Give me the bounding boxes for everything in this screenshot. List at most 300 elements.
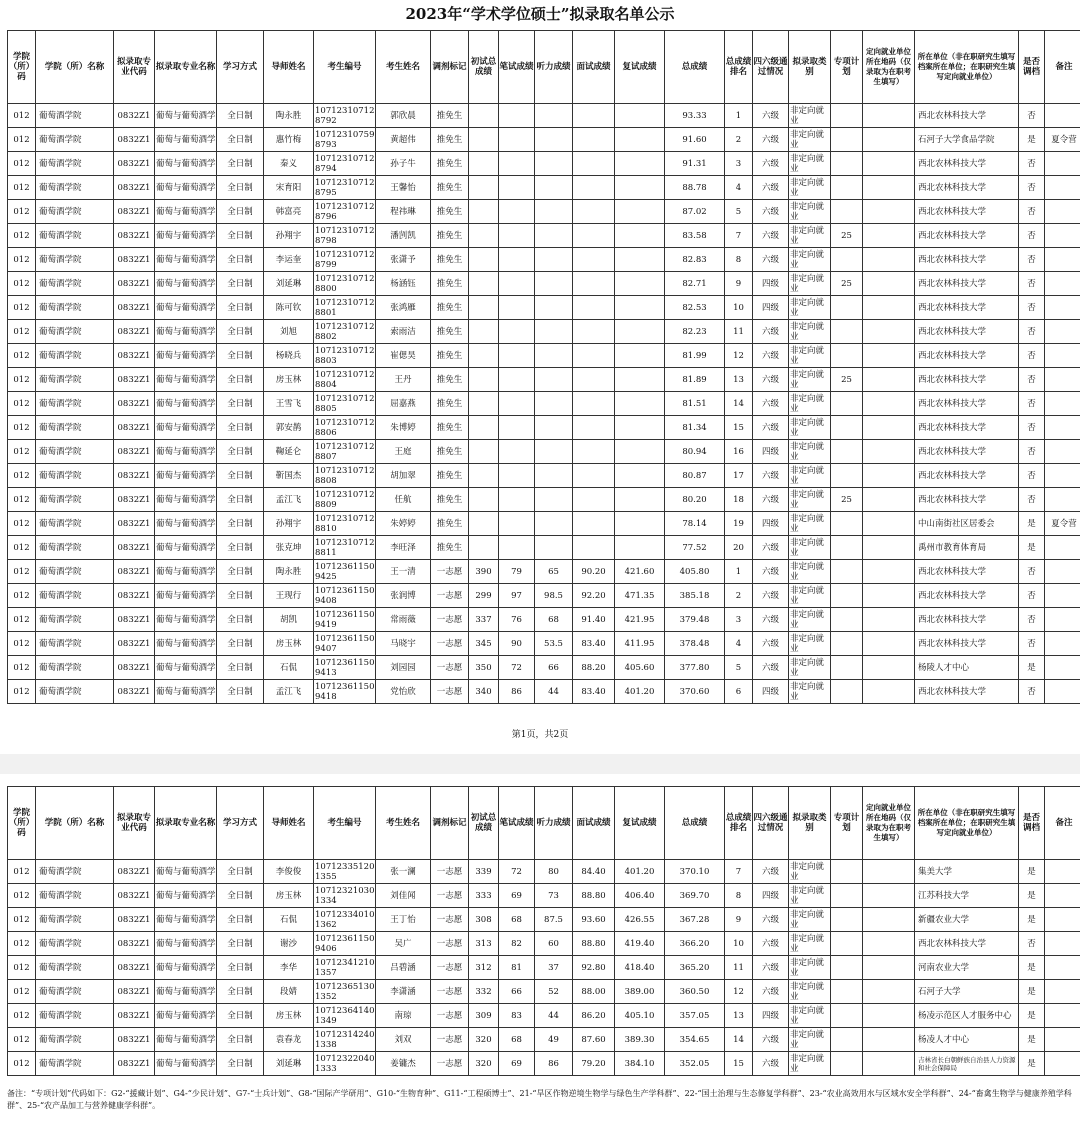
- table-cell: 012: [8, 884, 36, 908]
- table-body: [8, 104, 1080, 704]
- table-cell: 西北农林科技大学: [915, 320, 1019, 344]
- table-cell: 012: [8, 248, 36, 272]
- table-cell: [615, 128, 665, 152]
- table-cell: 中山南街社区居委会: [915, 512, 1019, 536]
- table-cell: 六级: [753, 248, 789, 272]
- table-cell: 六级: [753, 536, 789, 560]
- table-cell: 西北农林科技大学: [915, 368, 1019, 392]
- table-cell: [1045, 584, 1080, 608]
- table-row: [8, 440, 1080, 464]
- table-cell: [831, 248, 863, 272]
- table-cell: 405.60: [615, 656, 665, 680]
- table-cell: [1045, 860, 1080, 884]
- table-cell: 杨陵人才中心: [915, 656, 1019, 680]
- table-header-row: [8, 31, 1080, 104]
- table-cell: 0832Z1: [114, 368, 155, 392]
- table-cell: [535, 296, 573, 320]
- table-cell: 六级: [753, 1052, 789, 1076]
- table-cell: [499, 368, 535, 392]
- table-cell: [863, 248, 915, 272]
- table-cell: 葡萄酒学院: [36, 632, 114, 656]
- table-cell: [831, 956, 863, 980]
- table-cell: 9: [725, 908, 753, 932]
- table-cell: [535, 392, 573, 416]
- table-cell: 72: [499, 860, 535, 884]
- table-cell: 葡萄酒学院: [36, 416, 114, 440]
- table-cell: 0832Z1: [114, 584, 155, 608]
- table-cell: [573, 320, 615, 344]
- table-cell: 石侃: [264, 656, 314, 680]
- table-cell: 全日制: [217, 368, 264, 392]
- table-cell: [1045, 272, 1080, 296]
- table-cell: [535, 176, 573, 200]
- table-cell: [469, 440, 499, 464]
- table-cell: 六级: [753, 860, 789, 884]
- table-cell: 0832Z1: [114, 680, 155, 704]
- table-cell: [535, 344, 573, 368]
- table-cell: [831, 560, 863, 584]
- table-cell: 340: [469, 680, 499, 704]
- table-cell: [499, 344, 535, 368]
- table-cell: 葡萄酒学院: [36, 464, 114, 488]
- table-cell: [535, 200, 573, 224]
- table-cell: 17: [725, 464, 753, 488]
- table-cell: 非定向就业: [789, 1052, 831, 1076]
- table-cell: 非定向就业: [789, 152, 831, 176]
- table-cell: 葡萄与葡萄酒学: [155, 608, 217, 632]
- table-cell: [863, 464, 915, 488]
- table-cell: 0832Z1: [114, 344, 155, 368]
- table-cell: 471.35: [615, 584, 665, 608]
- table-cell: 西北农林科技大学: [915, 272, 1019, 296]
- column-header: 四六级通过情况: [753, 787, 789, 860]
- table-cell: 107123107128808: [315, 465, 375, 486]
- table-cell: 88.20: [573, 656, 615, 680]
- table-row: [8, 152, 1080, 176]
- table-cell: 全日制: [217, 908, 264, 932]
- table-cell: 六级: [753, 368, 789, 392]
- table-cell: [469, 368, 499, 392]
- table-cell: [499, 200, 535, 224]
- table-cell: 房玉林: [264, 632, 314, 656]
- table-cell: 79: [499, 560, 535, 584]
- table-cell: 82.53: [665, 296, 725, 320]
- table-cell: 西北农林科技大学: [915, 464, 1019, 488]
- table-cell: 65: [535, 560, 573, 584]
- table-cell: 胡凯: [264, 608, 314, 632]
- table-cell: [863, 440, 915, 464]
- table-cell: 否: [1019, 464, 1045, 488]
- table-cell: [499, 296, 535, 320]
- table-cell: 否: [1019, 560, 1045, 584]
- table-cell: 推免生: [431, 176, 469, 200]
- table-cell: [615, 440, 665, 464]
- table-cell: 012: [8, 536, 36, 560]
- table-cell: 308: [469, 908, 499, 932]
- table-cell: 常雨薇: [376, 608, 431, 632]
- table-cell: 107123107128794: [315, 153, 375, 174]
- table-cell: 012: [8, 392, 36, 416]
- column-header: 学习方式: [217, 787, 264, 860]
- table-cell: 夏令营: [1045, 512, 1080, 536]
- column-header: 专项计划: [831, 31, 863, 104]
- column-header: 总成绩: [665, 31, 725, 104]
- table-cell: [469, 152, 499, 176]
- table-row: [8, 248, 1080, 272]
- table-cell: 全日制: [217, 392, 264, 416]
- table-cell: [573, 176, 615, 200]
- table-cell: 推免生: [431, 224, 469, 248]
- table-cell: 107123611509408: [315, 585, 375, 606]
- table-cell: 葡萄酒学院: [36, 932, 114, 956]
- table-cell: 李俊俊: [264, 860, 314, 884]
- table-cell: 370.10: [665, 860, 725, 884]
- table-cell: 107123641401349: [315, 1005, 375, 1026]
- table-cell: 西北农林科技大学: [915, 440, 1019, 464]
- table-cell: 20: [725, 536, 753, 560]
- table-cell: [863, 884, 915, 908]
- table-cell: [573, 488, 615, 512]
- table-cell: 107123611509407: [315, 633, 375, 654]
- table-cell: 葡萄酒学院: [36, 392, 114, 416]
- table-cell: 否: [1019, 104, 1045, 128]
- table-cell: [469, 296, 499, 320]
- table-cell: 否: [1019, 152, 1045, 176]
- table-cell: [615, 152, 665, 176]
- table-cell: 四级: [753, 440, 789, 464]
- table-cell: [535, 272, 573, 296]
- table-cell: 否: [1019, 272, 1045, 296]
- table-cell: 四级: [753, 680, 789, 704]
- column-header: 听力成绩: [535, 787, 573, 860]
- table-cell: 8: [725, 248, 753, 272]
- table-cell: 全日制: [217, 1028, 264, 1052]
- table-cell: 是: [1019, 860, 1045, 884]
- table-cell: [615, 296, 665, 320]
- table-cell: 332: [469, 980, 499, 1004]
- column-header: 学院（所）码: [8, 787, 36, 860]
- table-cell: 陶永胜: [264, 560, 314, 584]
- table-cell: 西北农林科技大学: [915, 224, 1019, 248]
- table-cell: 葡萄与葡萄酒学: [155, 344, 217, 368]
- table-cell: [469, 272, 499, 296]
- table-cell: [831, 656, 863, 680]
- table-cell: 107123107128800: [315, 273, 375, 294]
- table-cell: 0832Z1: [114, 608, 155, 632]
- table-cell: 西北农林科技大学: [915, 296, 1019, 320]
- table-cell: 六级: [753, 656, 789, 680]
- table-cell: 012: [8, 680, 36, 704]
- table-cell: [573, 512, 615, 536]
- column-header: 专项计划: [831, 787, 863, 860]
- table-cell: 012: [8, 224, 36, 248]
- column-header: 学院（所）码: [8, 31, 36, 104]
- table-cell: 93.60: [573, 908, 615, 932]
- table-cell: 107123107128809: [315, 489, 375, 510]
- column-header: 所在单位（非在职研究生填写档案所在单位；在职研究生填写定向就业单位）: [915, 31, 1019, 104]
- table-cell: [863, 584, 915, 608]
- table-cell: [831, 536, 863, 560]
- table-cell: 葡萄与葡萄酒学: [155, 128, 217, 152]
- table-cell: 非定向就业: [789, 320, 831, 344]
- table-cell: [573, 224, 615, 248]
- table-cell: 012: [8, 344, 36, 368]
- table-cell: [573, 368, 615, 392]
- table-cell: 401.20: [615, 680, 665, 704]
- table-row: [8, 656, 1080, 680]
- table-cell: 推免生: [431, 344, 469, 368]
- table-header-row: [8, 787, 1080, 860]
- table-cell: 葡萄与葡萄酒学: [155, 224, 217, 248]
- table-cell: 推免生: [431, 536, 469, 560]
- table-cell: 否: [1019, 248, 1045, 272]
- table-cell: 7: [725, 860, 753, 884]
- table-cell: 段婧: [264, 980, 314, 1004]
- table-cell: 全日制: [217, 884, 264, 908]
- table-cell: 西北农林科技大学: [915, 932, 1019, 956]
- table-cell: 王丹: [376, 368, 431, 392]
- table-cell: 推免生: [431, 320, 469, 344]
- table-cell: 0832Z1: [114, 1052, 155, 1076]
- table-cell: [469, 320, 499, 344]
- table-cell: 全日制: [217, 248, 264, 272]
- table-cell: [615, 176, 665, 200]
- table-cell: [469, 392, 499, 416]
- table-cell: 72: [499, 656, 535, 680]
- table-cell: [615, 536, 665, 560]
- table-cell: 葡萄与葡萄酒学: [155, 584, 217, 608]
- table-cell: 否: [1019, 584, 1045, 608]
- table-cell: 否: [1019, 368, 1045, 392]
- table-cell: 12: [725, 344, 753, 368]
- table-cell: [831, 1028, 863, 1052]
- table-row: [8, 884, 1080, 908]
- table-cell: 全日制: [217, 440, 264, 464]
- table-cell: 012: [8, 440, 36, 464]
- table-cell: [499, 440, 535, 464]
- table-cell: 葡萄酒学院: [36, 1028, 114, 1052]
- table-cell: 葡萄与葡萄酒学: [155, 200, 217, 224]
- table-cell: 非定向就业: [789, 488, 831, 512]
- table-cell: 葡萄酒学院: [36, 368, 114, 392]
- column-header: 总成绩排名: [725, 787, 753, 860]
- table-cell: 六级: [753, 488, 789, 512]
- table-cell: 杨晓兵: [264, 344, 314, 368]
- table-cell: 390: [469, 560, 499, 584]
- table-cell: 384.10: [615, 1052, 665, 1076]
- table-body: [8, 860, 1080, 1076]
- table-cell: 全日制: [217, 680, 264, 704]
- column-header: 考生姓名: [376, 31, 431, 104]
- table-cell: [863, 200, 915, 224]
- table-cell: 421.60: [615, 560, 665, 584]
- table-cell: 1: [725, 560, 753, 584]
- table-cell: 李华: [264, 956, 314, 980]
- table-cell: 非定向就业: [789, 272, 831, 296]
- table-cell: [831, 176, 863, 200]
- table-cell: 一志愿: [431, 932, 469, 956]
- table-cell: 吕碧涵: [376, 956, 431, 980]
- table-cell: 370.60: [665, 680, 725, 704]
- table-cell: [831, 584, 863, 608]
- table-cell: 0832Z1: [114, 248, 155, 272]
- column-header: 学院（所）名称: [36, 787, 114, 860]
- table-cell: 葡萄酒学院: [36, 224, 114, 248]
- table-cell: 非定向就业: [789, 908, 831, 932]
- table-row: [8, 104, 1080, 128]
- table-cell: 107123351201355: [315, 861, 375, 882]
- table-cell: [863, 1052, 915, 1076]
- table-cell: [499, 248, 535, 272]
- table-cell: 推免生: [431, 416, 469, 440]
- table-cell: 黄超伟: [376, 128, 431, 152]
- table-cell: 葡萄与葡萄酒学: [155, 980, 217, 1004]
- table-cell: 0832Z1: [114, 200, 155, 224]
- table-cell: 葡萄酒学院: [36, 536, 114, 560]
- table-cell: 西北农林科技大学: [915, 344, 1019, 368]
- table-cell: 刘旭: [264, 320, 314, 344]
- table-cell: [535, 464, 573, 488]
- table-cell: 西北农林科技大学: [915, 584, 1019, 608]
- table-cell: 葡萄酒学院: [36, 248, 114, 272]
- table-cell: 六级: [753, 980, 789, 1004]
- table-cell: [535, 368, 573, 392]
- table-cell: 推免生: [431, 200, 469, 224]
- table-cell: 新疆农业大学: [915, 908, 1019, 932]
- table-cell: 92.20: [573, 584, 615, 608]
- table-cell: 是: [1019, 128, 1045, 152]
- table-cell: 79.20: [573, 1052, 615, 1076]
- table-cell: [831, 884, 863, 908]
- table-cell: 非定向就业: [789, 560, 831, 584]
- table-cell: 88.00: [573, 980, 615, 1004]
- column-header: 复试成绩: [615, 31, 665, 104]
- table-cell: 朱博婷: [376, 416, 431, 440]
- table-cell: 350: [469, 656, 499, 680]
- table-cell: 90.20: [573, 560, 615, 584]
- table-cell: 49: [535, 1028, 573, 1052]
- table-cell: 非定向就业: [789, 368, 831, 392]
- table-cell: 程祎琳: [376, 200, 431, 224]
- table-cell: [615, 464, 665, 488]
- table-row: [8, 980, 1080, 1004]
- table-cell: [499, 488, 535, 512]
- table-cell: [831, 296, 863, 320]
- table-cell: [831, 464, 863, 488]
- table-cell: [615, 320, 665, 344]
- table-cell: 一志愿: [431, 1028, 469, 1052]
- table-cell: 葡萄与葡萄酒学: [155, 488, 217, 512]
- table-cell: [573, 440, 615, 464]
- table-cell: [535, 320, 573, 344]
- table-cell: 4: [725, 632, 753, 656]
- table-cell: [615, 344, 665, 368]
- table-cell: 索雨洁: [376, 320, 431, 344]
- table-cell: 非定向就业: [789, 416, 831, 440]
- table-cell: 推免生: [431, 488, 469, 512]
- table-cell: 0832Z1: [114, 152, 155, 176]
- table-cell: [1045, 104, 1080, 128]
- table-cell: [831, 608, 863, 632]
- table-cell: 非定向就业: [789, 932, 831, 956]
- table-cell: 13: [725, 368, 753, 392]
- table-cell: 刘园园: [376, 656, 431, 680]
- table-cell: 012: [8, 1052, 36, 1076]
- table-row: [8, 200, 1080, 224]
- column-header: 四六级通过情况: [753, 31, 789, 104]
- table-cell: 夏令营: [1045, 128, 1080, 152]
- admission-table-page1: [7, 30, 1080, 704]
- table-cell: 3: [725, 152, 753, 176]
- table-cell: 西北农林科技大学: [915, 632, 1019, 656]
- table-cell: 非定向就业: [789, 860, 831, 884]
- table-row: [8, 272, 1080, 296]
- column-header: 总成绩排名: [725, 31, 753, 104]
- table-cell: [573, 392, 615, 416]
- table-cell: 六级: [753, 464, 789, 488]
- table-cell: 是: [1019, 656, 1045, 680]
- table-cell: 否: [1019, 416, 1045, 440]
- table-cell: 107123611509425: [315, 561, 375, 582]
- table-cell: [469, 248, 499, 272]
- table-cell: 孙翔宇: [264, 224, 314, 248]
- table-cell: 389.00: [615, 980, 665, 1004]
- table-cell: 否: [1019, 200, 1045, 224]
- table-cell: 80.87: [665, 464, 725, 488]
- table-cell: 107123107128807: [315, 441, 375, 462]
- table-cell: 0832Z1: [114, 440, 155, 464]
- table-cell: 全日制: [217, 272, 264, 296]
- table-cell: 5: [725, 656, 753, 680]
- table-cell: 否: [1019, 632, 1045, 656]
- table-cell: [831, 980, 863, 1004]
- column-header: 备注: [1045, 787, 1080, 860]
- table-cell: [1045, 488, 1080, 512]
- table-cell: 83.40: [573, 632, 615, 656]
- table-cell: 张润博: [376, 584, 431, 608]
- table-cell: 全日制: [217, 932, 264, 956]
- table-cell: 405.10: [615, 1004, 665, 1028]
- table-cell: 全日制: [217, 152, 264, 176]
- table-cell: [831, 416, 863, 440]
- table-cell: [499, 392, 535, 416]
- table-cell: [499, 272, 535, 296]
- table-cell: 76: [499, 608, 535, 632]
- table-cell: 107123651301352: [315, 981, 375, 1002]
- column-header: 初试总成绩: [469, 31, 499, 104]
- table-cell: 107123107128805: [315, 393, 375, 414]
- table-cell: 一志愿: [431, 680, 469, 704]
- table-cell: 107123412101357: [315, 957, 375, 978]
- page-divider: [0, 754, 1080, 774]
- table-row: [8, 560, 1080, 584]
- table-cell: 93.33: [665, 104, 725, 128]
- table-cell: 靳国杰: [264, 464, 314, 488]
- table-cell: 352.05: [665, 1052, 725, 1076]
- table-cell: 299: [469, 584, 499, 608]
- table-cell: 葡萄酒学院: [36, 176, 114, 200]
- table-cell: [831, 680, 863, 704]
- table-cell: 葡萄酒学院: [36, 980, 114, 1004]
- table-cell: 411.95: [615, 632, 665, 656]
- table-cell: 葡萄与葡萄酒学: [155, 440, 217, 464]
- table-cell: 全日制: [217, 200, 264, 224]
- table-cell: 全日制: [217, 512, 264, 536]
- table-cell: [1045, 560, 1080, 584]
- table-cell: 葡萄酒学院: [36, 512, 114, 536]
- table-cell: [863, 908, 915, 932]
- table-cell: 0832Z1: [114, 296, 155, 320]
